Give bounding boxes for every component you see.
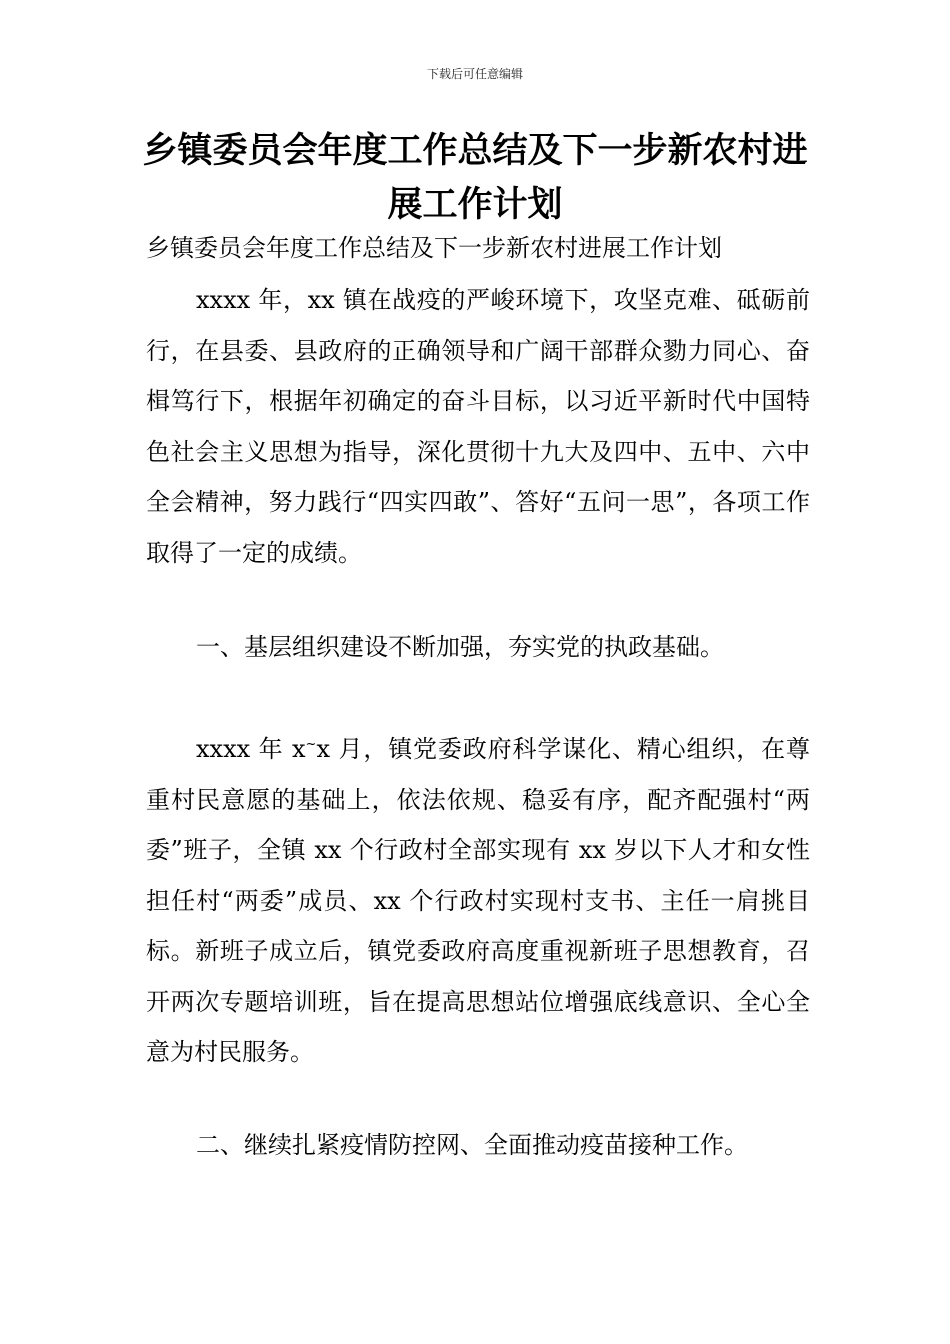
page-header-note: 下载后可任意编辑 [426, 67, 523, 81]
paragraph-intro: xxxx 年，xx 镇在战疫的严峻环境下，攻坚克难、砥砺前行，在县委、县政府的正确领导和广阔干部群众勠力同心、奋楫笃行下，根据年初确定的奋斗目标，以习近平新时代中国特色社会主义思想为指导，深化贯彻十九大及四中、五中、六中全会精神，努力践行“四实四敢”、答好“五问一思”，各项工作取得了一定的成绩。 [146, 286, 810, 567]
paragraph-section-1-start: xxxx 年 x [196, 735, 306, 763]
document-subtitle: 乡镇委员会年度工作总结及下一步新农村进展工作计划 [146, 234, 722, 262]
tilde-mark: ~ [305, 737, 317, 752]
section-heading-2: 二、继续扎紧疫情防控网、全面推动疫苗接种工作。 [196, 1131, 748, 1159]
paragraph-section-1-rest: x 月，镇党委政府科学谋化、精心组织，在尊重村民意愿的基础上，依法依规、稳妥有序，配齐配强村“两委”班子，全镇 xx 个行政村全部实现有 xx 岁以下人才和女性担任村“两委”成员、xx 个行政村实现村支书、主任一肩挑目标。新班子成立后，镇党委政府高度重视新班子思想教育，召开两次专题培训班，旨在提高思想站位增强底线意识、全心全意为村民服务。 [146, 735, 810, 1066]
paragraph-section-1 [146, 720, 810, 1078]
document-title: 乡镇委员会年度工作总结及下一步新农村进展工作计划 [142, 131, 808, 225]
section-heading-1: 一、基层组织建设不断加强，夯实党的执政基础。 [196, 633, 724, 661]
